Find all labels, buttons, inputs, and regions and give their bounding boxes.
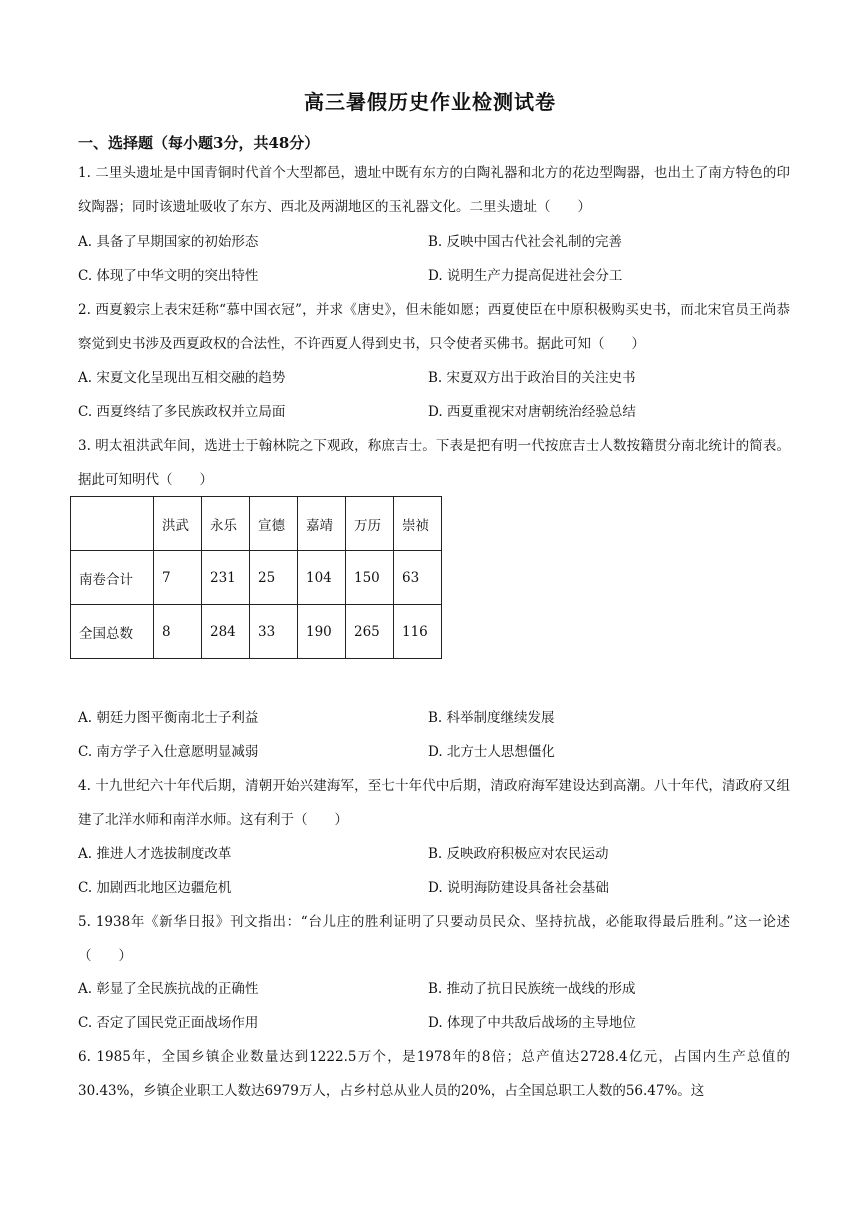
table-cell: 190 [298,605,346,659]
table-cell: 231 [202,551,250,605]
table-cell: 150 [346,551,394,605]
option-3d[interactable]: D. 北方士人思想僵化 [428,744,555,760]
question-4-options [78,837,790,905]
table-header-cell: 宣德 [250,497,298,551]
question-3-stem: 3. 明太祖洪武年间，选进士于翰林院之下观政，称庶吉士。下表是把有明一代按庶吉士人数按籍贯分南北统计的简表。据此可知明代（ ） [78,438,790,488]
option-1a[interactable]: A. 具备了早期国家的初始形态 [78,234,259,250]
option-2b[interactable]: B. 宋夏双方出于政治目的关注史书 [428,370,636,386]
option-1b[interactable]: B. 反映中国古代社会礼制的完善 [428,234,623,250]
question-2-options [78,361,790,429]
question-4-stem: 4. 十九世纪六十年代后期，清朝开始兴建海军，至七十年代中后期，清政府海军建设达到高潮。八十年代，清政府又组建了北洋水师和南洋水师。这有利于（ ） [78,778,790,828]
section-heading: 一、选择题（每小题3分，共48分） [78,134,320,152]
question-1-stem: 1. 二里头遗址是中国青铜时代首个大型都邑，遗址中既有东方的白陶礼器和北方的花边型陶器，也出土了南方特色的印纹陶器；同时该遗址吸收了东方、西北及两湖地区的玉礼器文化。二里头遗址（ ） [78,165,790,215]
table-cell: 8 [154,605,202,659]
table-row [71,551,442,605]
option-2c[interactable]: C. 西夏终结了多民族政权并立局面 [78,404,286,420]
option-4c[interactable]: C. 加剧西北地区边疆危机 [78,880,232,896]
option-3a[interactable]: A. 朝廷力图平衡南北士子利益 [78,710,259,726]
table-cell: 284 [202,605,250,659]
table-cell: 33 [250,605,298,659]
table-cell: 104 [298,551,346,605]
shujishi-table [70,496,442,659]
exam-title: 高三暑假历史作业检测试卷 [304,90,556,114]
table-cell: 7 [154,551,202,605]
option-4d[interactable]: D. 说明海防建设具备社会基础 [428,880,609,896]
question-5-stem: 5. 1938年《新华日报》刊文指出：“台儿庄的胜利证明了只要动员民众、坚持抗战，必能取得最后胜利。”这一论述（ ） [78,914,790,964]
table-cell: 116 [394,605,442,659]
option-4a[interactable]: A. 推进人才选拔制度改革 [78,846,232,862]
option-2d[interactable]: D. 西夏重视宋对唐朝统治经验总结 [428,404,636,420]
question-2-stem: 2. 西夏毅宗上表宋廷称“慕中国衣冠”，并求《唐史》，但未能如愿；西夏使臣在中原积极购买史书，而北宋官员王尚恭察觉到史书涉及西夏政权的合法性，不许西夏人得到史书，只令使者买佛书。据此可知（ ） [78,302,790,352]
option-4b[interactable]: B. 反映政府积极应对农民运动 [428,846,609,862]
table-cell: 63 [394,551,442,605]
table-cell: 25 [250,551,298,605]
question-5-options [78,972,790,1040]
option-5a[interactable]: A. 彰显了全民族抗战的正确性 [78,981,259,997]
table-header-cell: 洪武 [154,497,202,551]
option-3b[interactable]: B. 科举制度继续发展 [428,710,555,726]
option-1c[interactable]: C. 体现了中华文明的突出特性 [78,268,259,284]
table-header-cell: 崇祯 [394,497,442,551]
table-header-cell: 嘉靖 [298,497,346,551]
option-1d[interactable]: D. 说明生产力提高促进社会分工 [428,268,623,284]
question-6-stem: 6. 1985年，全国乡镇企业数量达到1222.5万个，是1978年的8倍；总产值达2728.4亿元，占国内生产总值的30.43%，乡镇企业职工人数达6979万人，占乡村总从业人员的20%，占全国总职工人数的56.47%。这 [78,1049,790,1099]
table-header-cell: 万历 [346,497,394,551]
option-5c[interactable]: C. 否定了国民党正面战场作用 [78,1015,259,1031]
option-3c[interactable]: C. 南方学子入仕意愿明显减弱 [78,744,259,760]
table-corner-cell [71,497,154,551]
table-cell: 265 [346,605,394,659]
question-1-options [78,225,790,293]
table-row-label: 全国总数 [71,605,154,659]
table-row [71,605,442,659]
table-header-row [71,497,442,551]
option-5d[interactable]: D. 体现了中共敌后战场的主导地位 [428,1015,636,1031]
table-header-cell: 永乐 [202,497,250,551]
question-3-options [78,701,790,769]
table-row-label: 南卷合计 [71,551,154,605]
option-5b[interactable]: B. 推动了抗日民族统一战线的形成 [428,981,636,997]
option-2a[interactable]: A. 宋夏文化呈现出互相交融的趋势 [78,370,286,386]
